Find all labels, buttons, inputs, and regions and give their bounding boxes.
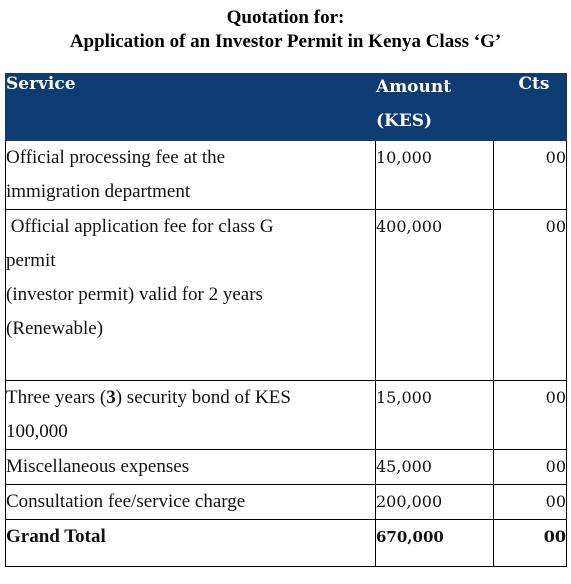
cents-cell: 00 — [494, 485, 567, 520]
quotation-table — [5, 73, 567, 567]
table-header-row — [6, 74, 567, 141]
amount-cell: 10,000 — [376, 141, 494, 210]
title-line-2: Application of an Investor Permit in Kenya Class ‘G’ — [69, 31, 502, 52]
cents-cell: 00 — [494, 141, 567, 210]
header-amount-label: Amount — [376, 77, 452, 97]
cents-cell: 00 — [494, 381, 567, 450]
table-row — [6, 485, 567, 520]
table-row — [6, 141, 567, 210]
amount-cell: 200,000 — [376, 485, 494, 520]
service-cell: Consultation fee/service charge — [6, 485, 376, 520]
header-service: Service — [6, 74, 376, 141]
service-text: Official application fee for class G — [6, 216, 274, 237]
service-text: (Renewable) — [6, 318, 104, 339]
table-row — [6, 210, 567, 381]
header-cts-label: Cts — [518, 74, 550, 94]
table-row — [6, 450, 567, 485]
service-text: 100,000 — [6, 421, 68, 442]
service-text-pre: Three years ( — [6, 387, 107, 408]
grand-total-cents: 00 — [494, 520, 567, 567]
cents-cell: 00 — [494, 450, 567, 485]
service-text: permit — [6, 250, 56, 271]
service-cell — [6, 210, 376, 381]
quotation-title — [0, 6, 571, 54]
cents-cell: 00 — [494, 210, 567, 381]
amount-cell: 45,000 — [376, 450, 494, 485]
grand-total-amount: 670,000 — [376, 520, 494, 567]
service-cell — [6, 141, 376, 210]
service-cell — [6, 381, 376, 450]
service-text: immigration department — [6, 181, 191, 202]
title-line-1: Quotation for: — [226, 7, 345, 28]
service-text: Official processing fee at the — [6, 147, 226, 168]
header-cts — [494, 74, 567, 141]
grand-total-row — [6, 520, 567, 567]
grand-total-label: Grand Total — [6, 520, 376, 567]
table-row — [6, 381, 567, 450]
amount-cell: 400,000 — [376, 210, 494, 381]
service-text — [6, 381, 375, 415]
service-cell: Miscellaneous expenses — [6, 450, 376, 485]
header-amount — [376, 74, 494, 141]
header-amount-unit: (KES) — [376, 111, 433, 131]
amount-cell: 15,000 — [376, 381, 494, 450]
service-text-bold: 3 — [106, 387, 116, 408]
service-text-post: ) security bond of KES — [115, 387, 291, 408]
service-text: (investor permit) valid for 2 years — [6, 284, 263, 305]
